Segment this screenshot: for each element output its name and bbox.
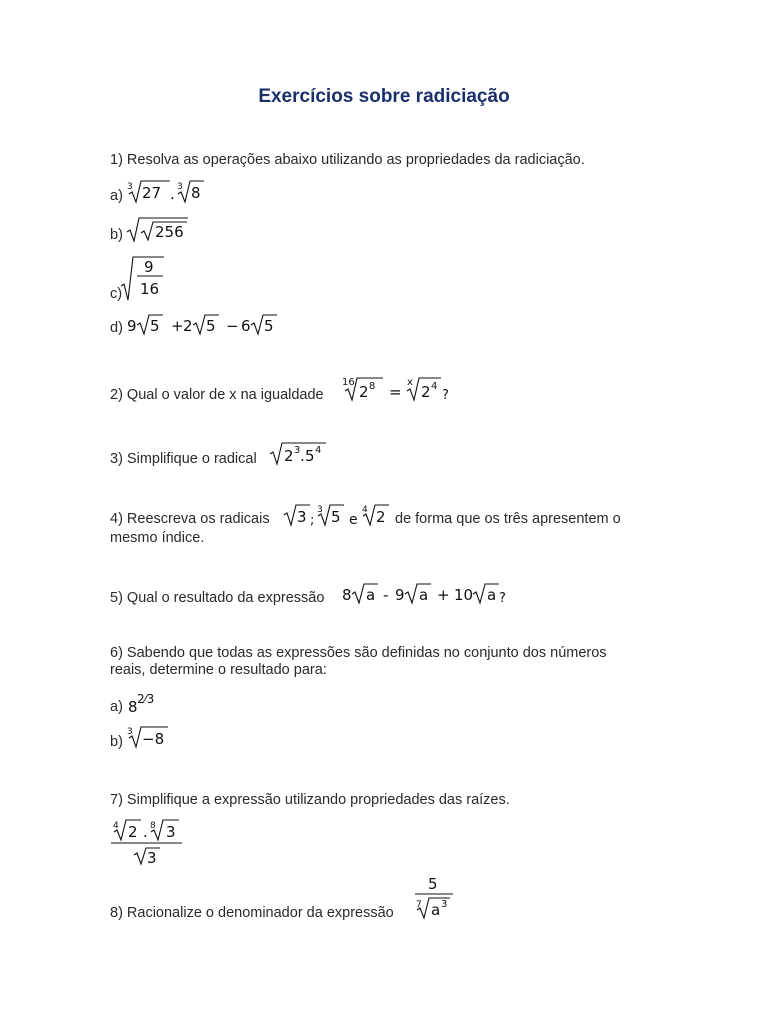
q8-expression [412,872,458,920]
root-index: 4 [362,505,368,515]
q6-b-expression [126,724,172,750]
radicand: −8 [142,730,165,748]
base: 8 [128,698,138,716]
operator: − [226,317,239,335]
q1-d-expression [126,311,286,339]
root-index: 3 [177,182,183,192]
root-index: 16 [342,377,355,388]
question-4-text-line2: mesmo índice. [110,530,205,546]
coefficient: 8 [342,586,352,604]
question-mark: ? [499,591,506,606]
q1-c-expression [118,254,170,302]
radicand: 2 [128,823,138,841]
radicand: 2 [376,508,386,526]
radicand: 8 [191,184,201,202]
q1-d-label: d) [110,320,123,336]
radicand: 5 [206,317,216,335]
dot-operator: . [143,823,148,841]
question-6-text-line2: reais, determine o resultado para: [110,662,327,678]
dot-operator: . [170,185,175,203]
q1-b-expression [126,216,196,244]
base: 5 [305,447,315,465]
question-mark: ? [442,388,449,403]
base: 2 [284,447,294,465]
radicand: 5 [264,317,274,335]
root-index: x [407,377,413,388]
radicand: 256 [155,223,184,241]
operator: - [383,586,389,604]
q1-a-label: a) [110,188,123,204]
question-7-text: 7) Simplifique a expressão utilizando propriedades das raízes. [110,792,510,808]
q7-expression [110,816,186,868]
radicand: 27 [142,184,162,202]
root-index: 8 [150,821,156,831]
separator: ; [310,513,315,528]
question-4-text: 4) Reescreva os radicais [110,511,270,527]
page-title: Exercícios sobre radiciação [258,86,510,107]
exponent: 3 [441,899,448,910]
q6-a-label: a) [110,699,123,715]
coefficient: 2 [183,317,193,335]
exponent: 2⁄3 [137,692,155,706]
exponent: 4 [315,445,322,456]
conjunction: e [349,512,358,528]
exponent: 3 [294,445,301,456]
root-index: 3 [127,182,133,192]
root-index: 3 [317,505,323,515]
q3-expression [268,440,330,468]
q1-a-expression [126,178,216,206]
q2-expression [340,374,452,404]
question-1-text: 1) Resolva as operações abaixo utilizando as propriedades da radiciação. [110,152,585,168]
exponent: 4 [431,381,438,392]
question-4-text-continued: de forma que os três apresentem o [395,511,621,527]
radicand: 3 [147,849,157,867]
radicand: 3 [297,508,307,526]
radicand: 5 [331,508,341,526]
exponent: 8 [369,381,376,392]
coefficient: 9 [127,317,137,335]
q1-b-label: b) [110,227,123,243]
root-index: 4 [113,821,119,831]
q1-c-label: c) [110,286,123,302]
root-index: 7 [416,900,422,910]
radicand: 3 [166,823,176,841]
fraction-numerator: 9 [144,258,154,276]
question-3-text: 3) Simplifique o radical [110,451,257,467]
question-6-text: 6) Sabendo que todas as expressões são definidas no conjunto dos números [110,645,607,661]
base: a [431,901,441,919]
q4-expression [282,502,394,530]
fraction-numerator: 5 [428,875,438,893]
dot-operator: . [300,447,305,465]
base: 2 [421,383,431,401]
radicand: a [419,586,429,604]
operator: + [437,586,450,604]
q6-b-label: b) [110,734,123,750]
base: 2 [359,383,369,401]
coefficient: 6 [241,317,251,335]
question-2-text: 2) Qual o valor de x na igualdade [110,387,324,403]
question-5-text: 5) Qual o resultado da expressão [110,590,325,606]
q5-expression [340,581,512,609]
fraction-denominator: 16 [140,280,160,298]
radicand: a [366,586,376,604]
radicand: a [487,586,497,604]
operator: + [171,317,184,335]
equals-sign: = [389,383,402,401]
radicand: 5 [150,317,160,335]
question-8-text: 8) Racionalize o denominador da expressão [110,905,394,921]
coefficient: 10 [454,586,474,604]
root-index: 3 [127,727,133,737]
coefficient: 9 [395,586,405,604]
q6-a-expression [126,688,166,716]
